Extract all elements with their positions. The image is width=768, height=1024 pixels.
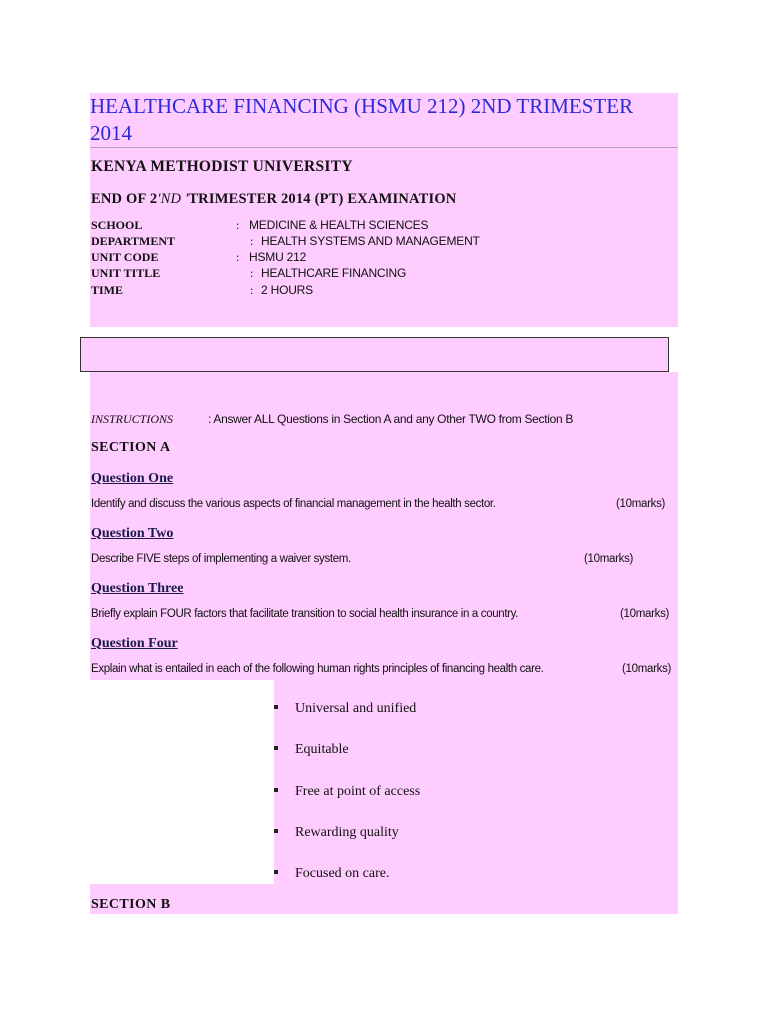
list-item: Focused on care. xyxy=(274,866,389,882)
detail-colon: : xyxy=(236,250,240,264)
title-divider xyxy=(90,147,678,148)
square-bullet-icon xyxy=(274,705,278,709)
detail-label-department: DEPARTMENT xyxy=(91,234,176,248)
square-bullet-icon xyxy=(274,829,278,833)
instructions-label: INSTRUCTIONS xyxy=(91,412,174,426)
question-heading: Question Two xyxy=(91,526,174,541)
detail-value-department: HEALTH SYSTEMS AND MANAGEMENT xyxy=(261,234,480,248)
question-heading: Question Four xyxy=(91,636,178,651)
question-text: Describe FIVE steps of implementing a waiver system. xyxy=(91,553,351,565)
detail-value-unit-title: HEALTHCARE FINANCING xyxy=(261,266,407,280)
square-bullet-icon xyxy=(274,870,278,874)
question-marks: (10marks) xyxy=(584,553,634,565)
detail-label-time: TIME xyxy=(91,283,124,297)
square-bullet-icon xyxy=(274,746,278,750)
question-heading: Question Three xyxy=(91,581,184,596)
question-text: Identify and discuss the various aspects of financial management in the health sector. xyxy=(91,498,496,510)
list-item: Equitable xyxy=(274,742,349,758)
question-marks: (10marks) xyxy=(616,498,666,510)
question-text: Briefly explain FOUR factors that facilitate transition to social health insurance in a country. xyxy=(91,608,519,620)
detail-label-school: SCHOOL xyxy=(91,218,143,232)
list-item: Rewarding quality xyxy=(274,825,399,841)
list-item: Free at point of access xyxy=(274,784,420,800)
empty-bordered-box xyxy=(80,337,669,372)
exam-title: END OF 2'ND 'TRIMESTER 2014 (PT) EXAMINATION xyxy=(91,191,457,207)
document-title: HEALTHCARE FINANCING (HSMU 212) 2ND TRIMESTER 2014 xyxy=(90,94,634,145)
detail-label-unit-title: UNIT TITLE xyxy=(91,266,161,280)
question-marks: (10marks) xyxy=(622,663,672,675)
detail-colon: : xyxy=(250,283,254,297)
detail-colon: : xyxy=(250,234,254,248)
list-item: Universal and unified xyxy=(274,701,416,717)
detail-value-school: MEDICINE & HEALTH SCIENCES xyxy=(249,218,429,232)
university-name: KENYA METHODIST UNIVERSITY xyxy=(91,158,353,175)
detail-colon: : xyxy=(236,218,240,232)
question-marks: (10marks) xyxy=(620,608,670,620)
section-a-heading: SECTION A xyxy=(91,440,171,455)
section-b-highlight xyxy=(90,884,678,914)
question-heading: Question One xyxy=(91,471,174,486)
section-b-heading: SECTION B xyxy=(91,897,171,912)
detail-colon: : xyxy=(250,266,254,280)
question-text: Explain what is entailed in each of the following human rights principles of financing health care. xyxy=(91,663,544,675)
instructions-text: : Answer ALL Questions in Section A and any Other TWO from Section B xyxy=(208,412,574,426)
detail-label-unit-code: UNIT CODE xyxy=(91,250,159,264)
square-bullet-icon xyxy=(274,788,278,792)
detail-value-unit-code: HSMU 212 xyxy=(249,250,307,264)
detail-value-time: 2 HOURS xyxy=(261,283,313,297)
